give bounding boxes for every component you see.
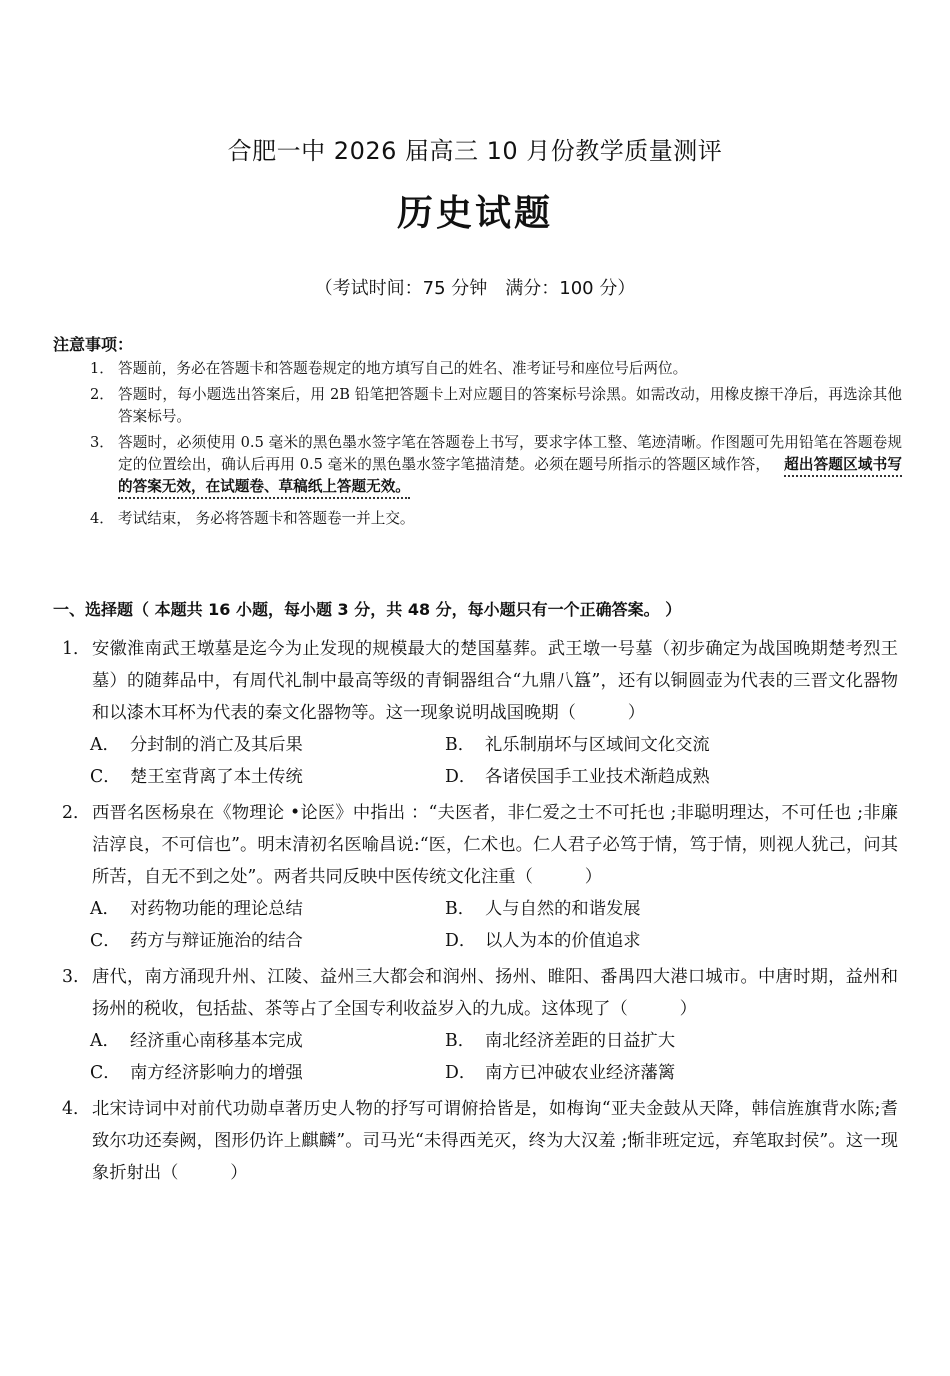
option-label: A．: [90, 899, 120, 919]
option-b: [445, 729, 800, 761]
option-row: [90, 729, 898, 761]
option-label: C．: [90, 767, 121, 787]
question-text: 西晋名医杨泉在《物理论 •论医》中指出 ：“夫医者，非仁爱之士不可托也 ;非聪明理达，不可任也 ;非廉洁淳良，不可信也”。明末清初名医喻昌说:“医，仁术也。仁人君子必笃于情，笃于情，则视人犹己，问其所苦，自无不到之处”。两者共同反映中医传统文化注重（ ）: [92, 803, 898, 887]
option-text: 各诸侯国手工业技术渐趋成熟: [485, 767, 710, 787]
notice-item-number: 1．: [90, 360, 114, 377]
option-a: [90, 729, 445, 761]
option-text: 南方已冲破农业经济藩篱: [485, 1063, 676, 1083]
question-options: [62, 893, 898, 957]
option-text: 楚王室背离了本土传统: [130, 767, 303, 787]
option-text: 南方经济影响力的增强: [130, 1063, 303, 1083]
question-stem: [62, 797, 898, 893]
option-a: [90, 893, 445, 925]
option-text: 分封制的消亡及其后果: [130, 735, 303, 755]
notice-item-text: 答题前，务必在答题卡和答题卷规定的地方填写自己的姓名、准考证号和座位号后两位。: [118, 360, 688, 377]
option-label: D．: [445, 767, 477, 787]
question-number: 2．: [62, 803, 91, 823]
option-label: C．: [90, 1063, 121, 1083]
notice-item-number: 4．: [90, 510, 114, 527]
notice-emphasis: 超出答题区域书写的答案无效，在试题卷、草稿纸上答题无效。: [118, 456, 902, 499]
notice-item-text: 考试结束， 务必将答题卡和答题卷一并上交。: [118, 510, 415, 527]
option-label: B．: [445, 1031, 475, 1051]
notice-item: [90, 358, 902, 380]
question-number: 1．: [62, 639, 91, 659]
option-text: 经济重心南移基本完成: [130, 1031, 303, 1051]
option-label: A．: [90, 1031, 120, 1051]
subject-title: 历史试题: [396, 193, 553, 234]
question-list: [62, 633, 898, 1193]
option-row: [90, 1025, 898, 1057]
option-label: B．: [445, 899, 475, 919]
option-label: D．: [445, 1063, 477, 1083]
notice-item-body: [118, 432, 902, 498]
question-text: 北宋诗词中对前代功勋卓著历史人物的抒写可谓俯拾皆是，如梅询“亚夫金鼓从天降，韩信旌旗背水陈;耆致尔功还奏阙，图形仍许上麒麟”。司马光“未得西羌灭，终为大汉羞 ;惭非班定远，弃笔取封侯”。这一现象折射出（ ）: [92, 1099, 898, 1183]
question-stem: [62, 1093, 898, 1189]
exam-title: 合肥一中 2026 届高三 10 月份教学质量测评: [227, 137, 723, 165]
section-heading: 一、选择题（ 本题共 16 小题，每小题 3 分，共 48 分，每小题只有一个正确答案。 ）: [53, 600, 682, 619]
option-text: 人与自然的和谐发展: [485, 899, 641, 919]
option-row: [90, 761, 898, 793]
question-options: [62, 1025, 898, 1089]
question-4: [62, 1093, 898, 1189]
notice-item-number: 3．: [90, 434, 114, 451]
question-stem: [62, 961, 898, 1025]
option-d: [445, 1057, 800, 1089]
option-a: [90, 1025, 445, 1057]
notice-item: [90, 432, 902, 498]
option-label: A．: [90, 735, 120, 755]
option-label: C．: [90, 931, 121, 951]
question-number: 4．: [62, 1099, 91, 1119]
option-text: 药方与辩证施治的结合: [130, 931, 303, 951]
notice-item: [90, 384, 902, 428]
notice-item: [90, 508, 902, 530]
notice-item-text: 答题时，必须使用 0.5 毫米的黑色墨水签字笔在答题卷上书写，要求字体工整、笔迹清晰。作图题可先用铅笔在答题卷规定的位置绘出，确认后再用 0.5 毫米的黑色墨水签字笔描清楚。必须在题号所指示的答题区域作答，: [118, 434, 902, 473]
option-text: 对药物功能的理论总结: [130, 899, 303, 919]
option-d: [445, 925, 800, 957]
question-text: 安徽淮南武王墩墓是迄今为止发现的规模最大的楚国墓葬。武王墩一号墓（初步确定为战国晚期楚考烈王墓）的随葬品中，有周代礼制中最高等级的青铜器组合“九鼎八簋”，还有以铜圆壶为代表的三晋文化器物和以漆木耳杯为代表的秦文化器物等。这一现象说明战国晚期（ ）: [92, 639, 898, 723]
question-text: 唐代，南方涌现升州、江陵、益州三大都会和润州、扬州、睢阳、番禺四大港口城市。中唐时期，益州和扬州的税收，包括盐、茶等占了全国专利收益岁入的九成。这体现了（ ）: [92, 967, 898, 1019]
question-2: [62, 797, 898, 957]
notice-item-text: 答题时，每小题选出答案后，用 2B 铅笔把答题卡上对应题目的答案标号涂黑。如需改动，用橡皮擦干净后，再选涂其他答案标号。: [118, 386, 902, 425]
notice-item-number: 2．: [90, 386, 114, 403]
question-stem: [62, 633, 898, 729]
question-number: 3.: [62, 967, 79, 987]
question-options: [62, 729, 898, 793]
option-d: [445, 761, 800, 793]
option-text: 南北经济差距的日益扩大: [485, 1031, 676, 1051]
option-row: [90, 1057, 898, 1089]
option-c: [90, 925, 445, 957]
option-text: 礼乐制崩坏与区域间文化交流: [485, 735, 710, 755]
option-row: [90, 925, 898, 957]
option-label: D．: [445, 931, 477, 951]
notice-list: [90, 358, 902, 534]
option-label: B．: [445, 735, 475, 755]
option-c: [90, 761, 445, 793]
option-text: 以人为本的价值追求: [485, 931, 641, 951]
notice-heading: 注意事项：: [53, 335, 134, 354]
option-c: [90, 1057, 445, 1089]
option-row: [90, 893, 898, 925]
question-1: [62, 633, 898, 793]
exam-info: （考试时间：75 分钟 满分：100 分）: [314, 278, 636, 299]
option-b: [445, 1025, 800, 1057]
option-b: [445, 893, 800, 925]
question-3: [62, 961, 898, 1089]
